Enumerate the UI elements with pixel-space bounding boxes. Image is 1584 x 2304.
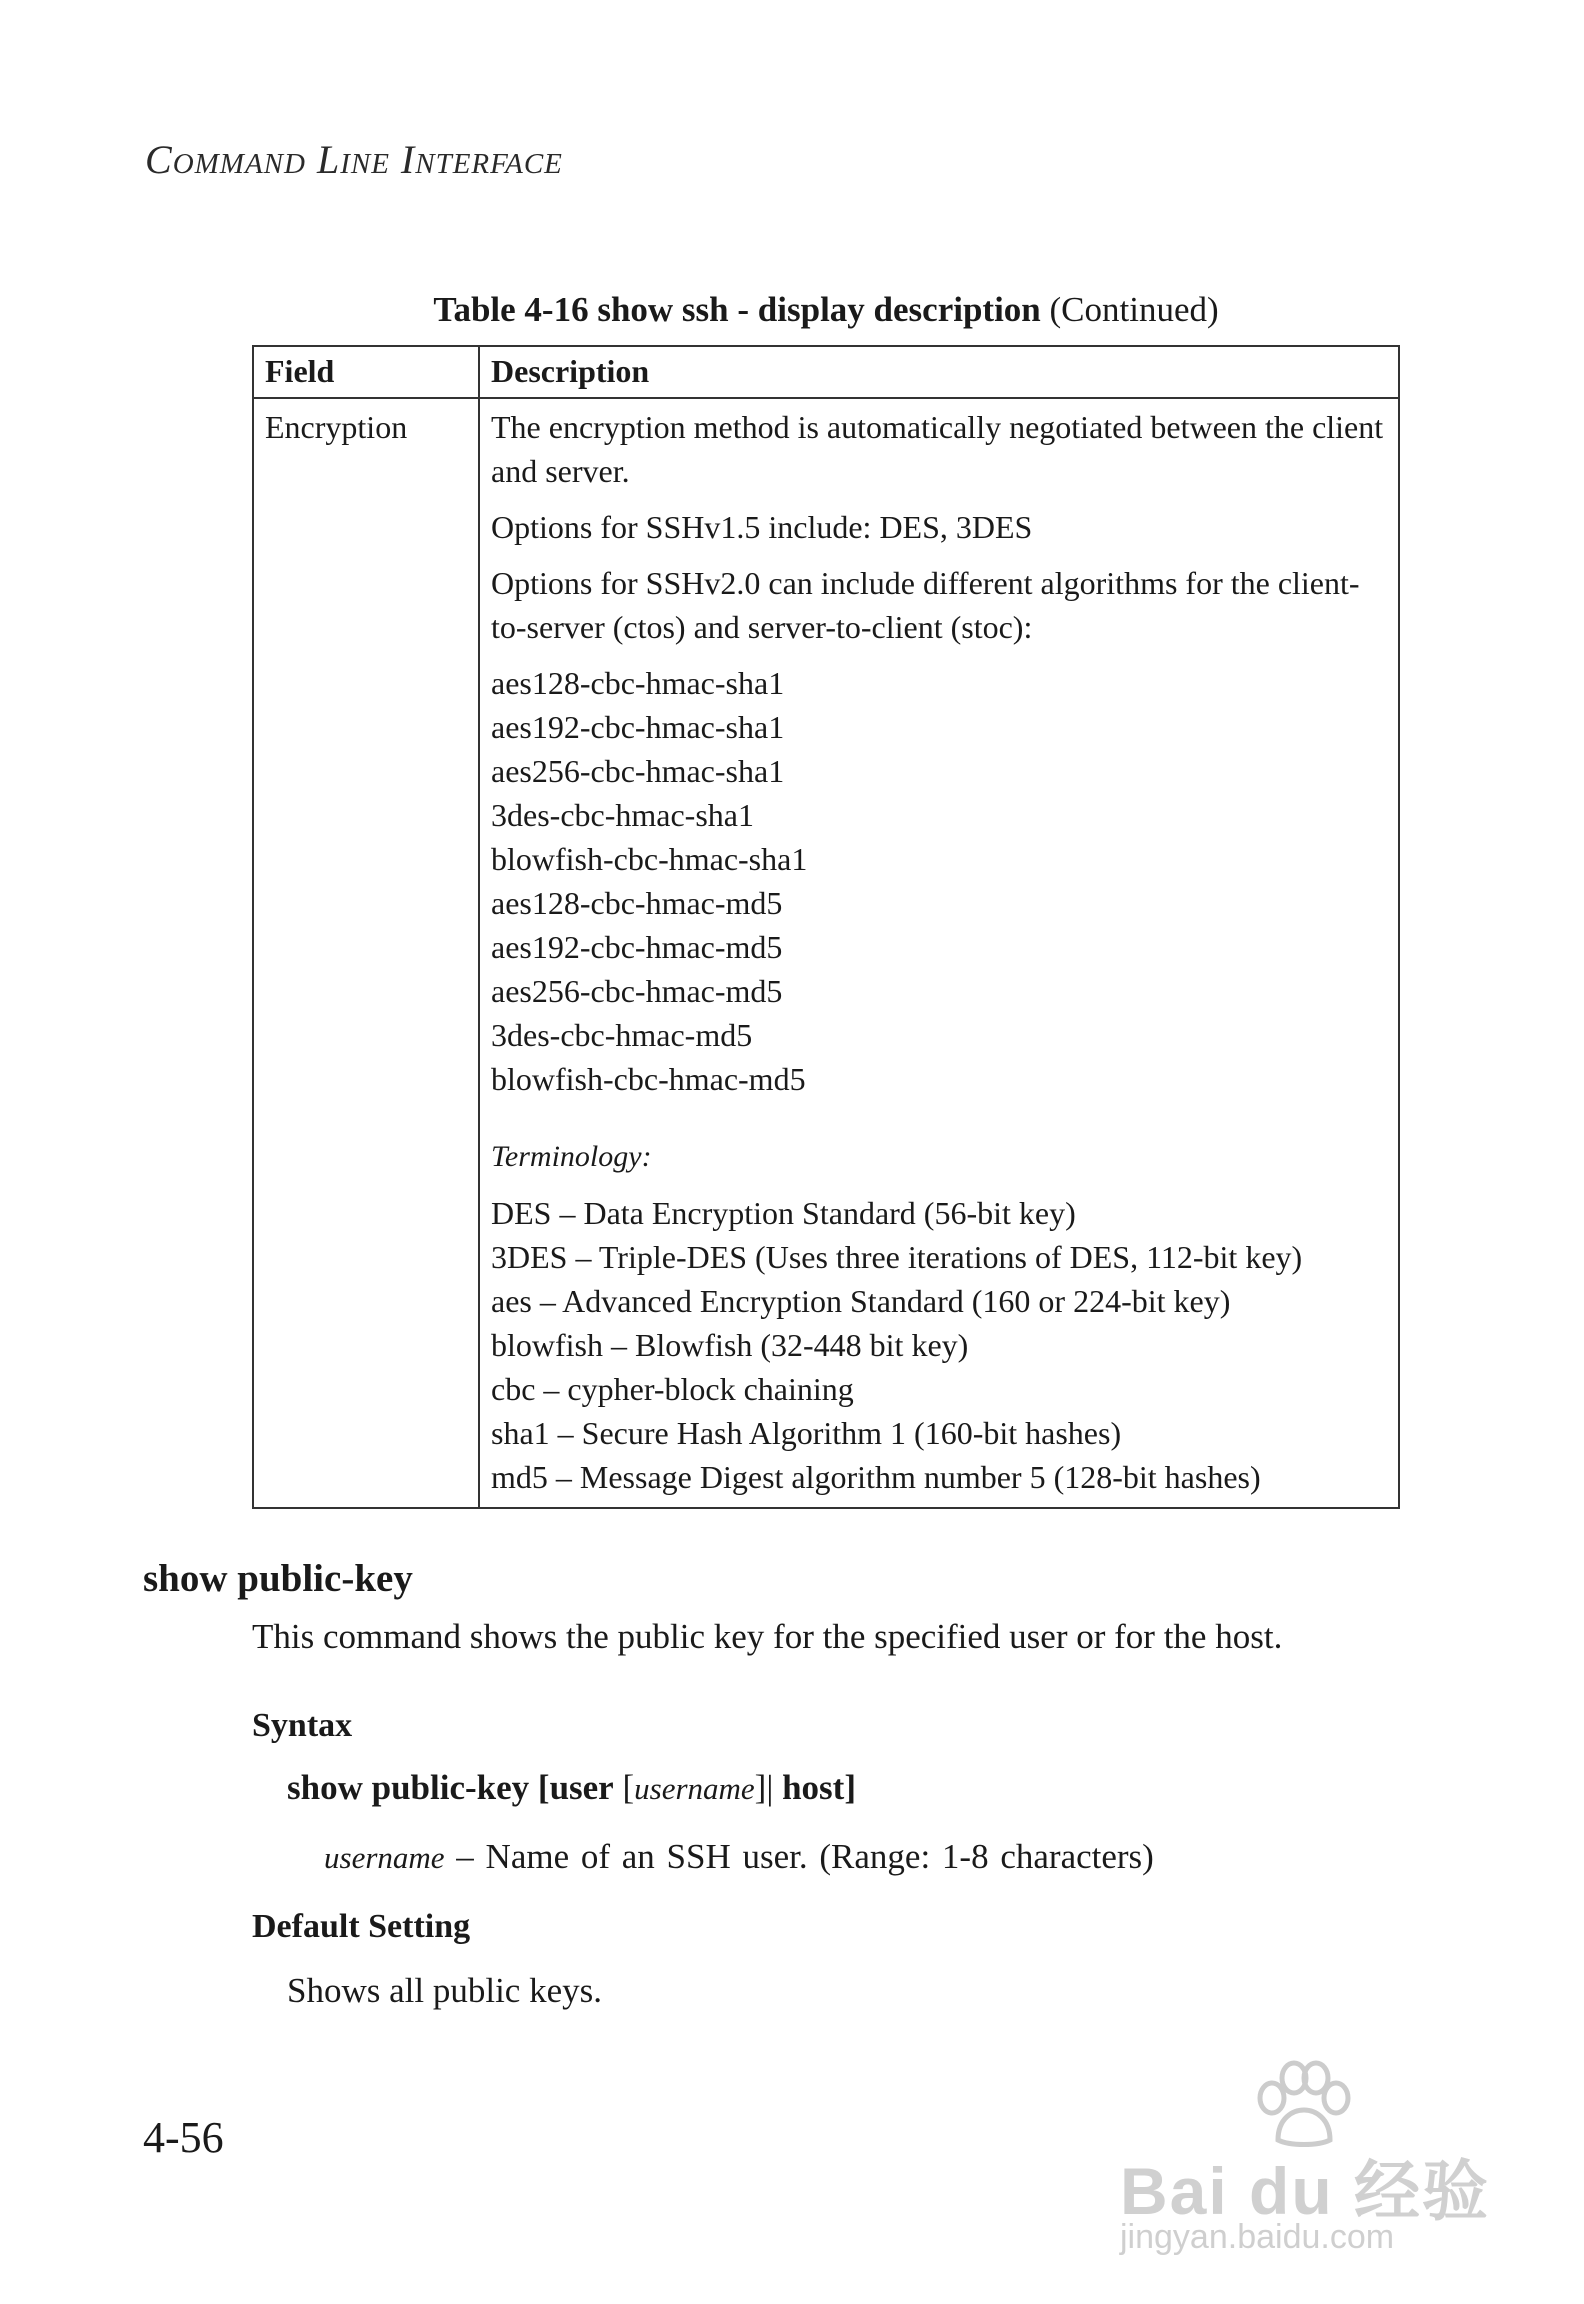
table-caption-continued: (Continued) xyxy=(1049,290,1219,329)
baidu-watermark xyxy=(1120,2060,1500,2260)
command-description: This command shows the public key for the specified user or for the host. xyxy=(252,1617,1283,1656)
list-item: aes192-cbc-hmac-md5 xyxy=(491,929,783,965)
description-cell xyxy=(479,398,1399,1508)
page-number: 4-56 xyxy=(143,2113,224,2162)
field-encryption: Encryption xyxy=(253,398,479,1508)
list-item: 3des-cbc-hmac-sha1 xyxy=(491,797,754,833)
list-item: aes192-cbc-hmac-sha1 xyxy=(491,709,785,745)
list-item: blowfish – Blowfish (32-448 bit key) xyxy=(491,1327,969,1363)
display-description-table xyxy=(252,345,1400,1509)
algorithm-list xyxy=(491,661,1387,1101)
syntax-line: show public-key [user [username]| host] xyxy=(287,1768,856,1807)
header-field: Field xyxy=(253,346,479,398)
table-caption-title: Table 4-16 show ssh - display description xyxy=(433,290,1041,329)
table-header-row xyxy=(253,346,1399,398)
list-item: sha1 – Secure Hash Algorithm 1 (160-bit hashes) xyxy=(491,1415,1122,1451)
list-item: cbc – cypher-block chaining xyxy=(491,1371,854,1407)
list-item: aes256-cbc-hmac-md5 xyxy=(491,973,783,1009)
terminology-list xyxy=(491,1191,1387,1499)
list-item: blowfish-cbc-hmac-sha1 xyxy=(491,841,808,877)
list-item: 3DES – Triple-DES (Uses three iterations of DES, 112-bit key) xyxy=(491,1239,1303,1275)
parameter-description xyxy=(324,1837,1154,1877)
param-text: – Name of an SSH user. (Range: 1-8 characters) xyxy=(444,1837,1154,1876)
list-item: aes256-cbc-hmac-sha1 xyxy=(491,753,785,789)
paw-icon xyxy=(1248,2060,1358,2150)
list-item: md5 – Message Digest algorithm number 5 (128-bit hashes) xyxy=(491,1459,1261,1495)
list-item: blowfish-cbc-hmac-md5 xyxy=(491,1061,806,1097)
description-para-3: Options for SSHv2.0 can include different algorithms for the client-to-server (ctos) and server-to-client (stoc): xyxy=(491,565,1360,645)
syntax-heading: Syntax xyxy=(252,1707,353,1744)
table-row xyxy=(253,398,1399,1508)
description-para-1: The encryption method is automatically negotiated between the client and server. xyxy=(491,409,1384,489)
param-name: username xyxy=(324,1840,445,1875)
description-para-2: Options for SSHv1.5 include: DES, 3DES xyxy=(491,509,1033,545)
watermark-brand: Bai du 经验 xyxy=(1120,2154,1491,2228)
list-item: aes128-cbc-hmac-md5 xyxy=(491,885,783,921)
list-item: DES – Data Encryption Standard (56-bit key) xyxy=(491,1195,1076,1231)
list-item: aes128-cbc-hmac-sha1 xyxy=(491,665,785,701)
list-item: 3des-cbc-hmac-md5 xyxy=(491,1017,753,1053)
list-item: aes – Advanced Encryption Standard (160 or 224-bit key) xyxy=(491,1283,1231,1319)
default-setting-text: Shows all public keys. xyxy=(287,1971,602,2010)
header-description: Description xyxy=(479,346,1399,398)
default-setting-heading: Default Setting xyxy=(252,1908,471,1945)
section-title: show public-key xyxy=(143,1557,413,1600)
watermark-url: jingyan.baidu.com xyxy=(1120,2218,1395,2256)
table-caption xyxy=(252,290,1400,330)
running-head: COMMAND LINE INTERFACE xyxy=(145,137,563,182)
terminology-heading: Terminology: xyxy=(491,1140,652,1173)
